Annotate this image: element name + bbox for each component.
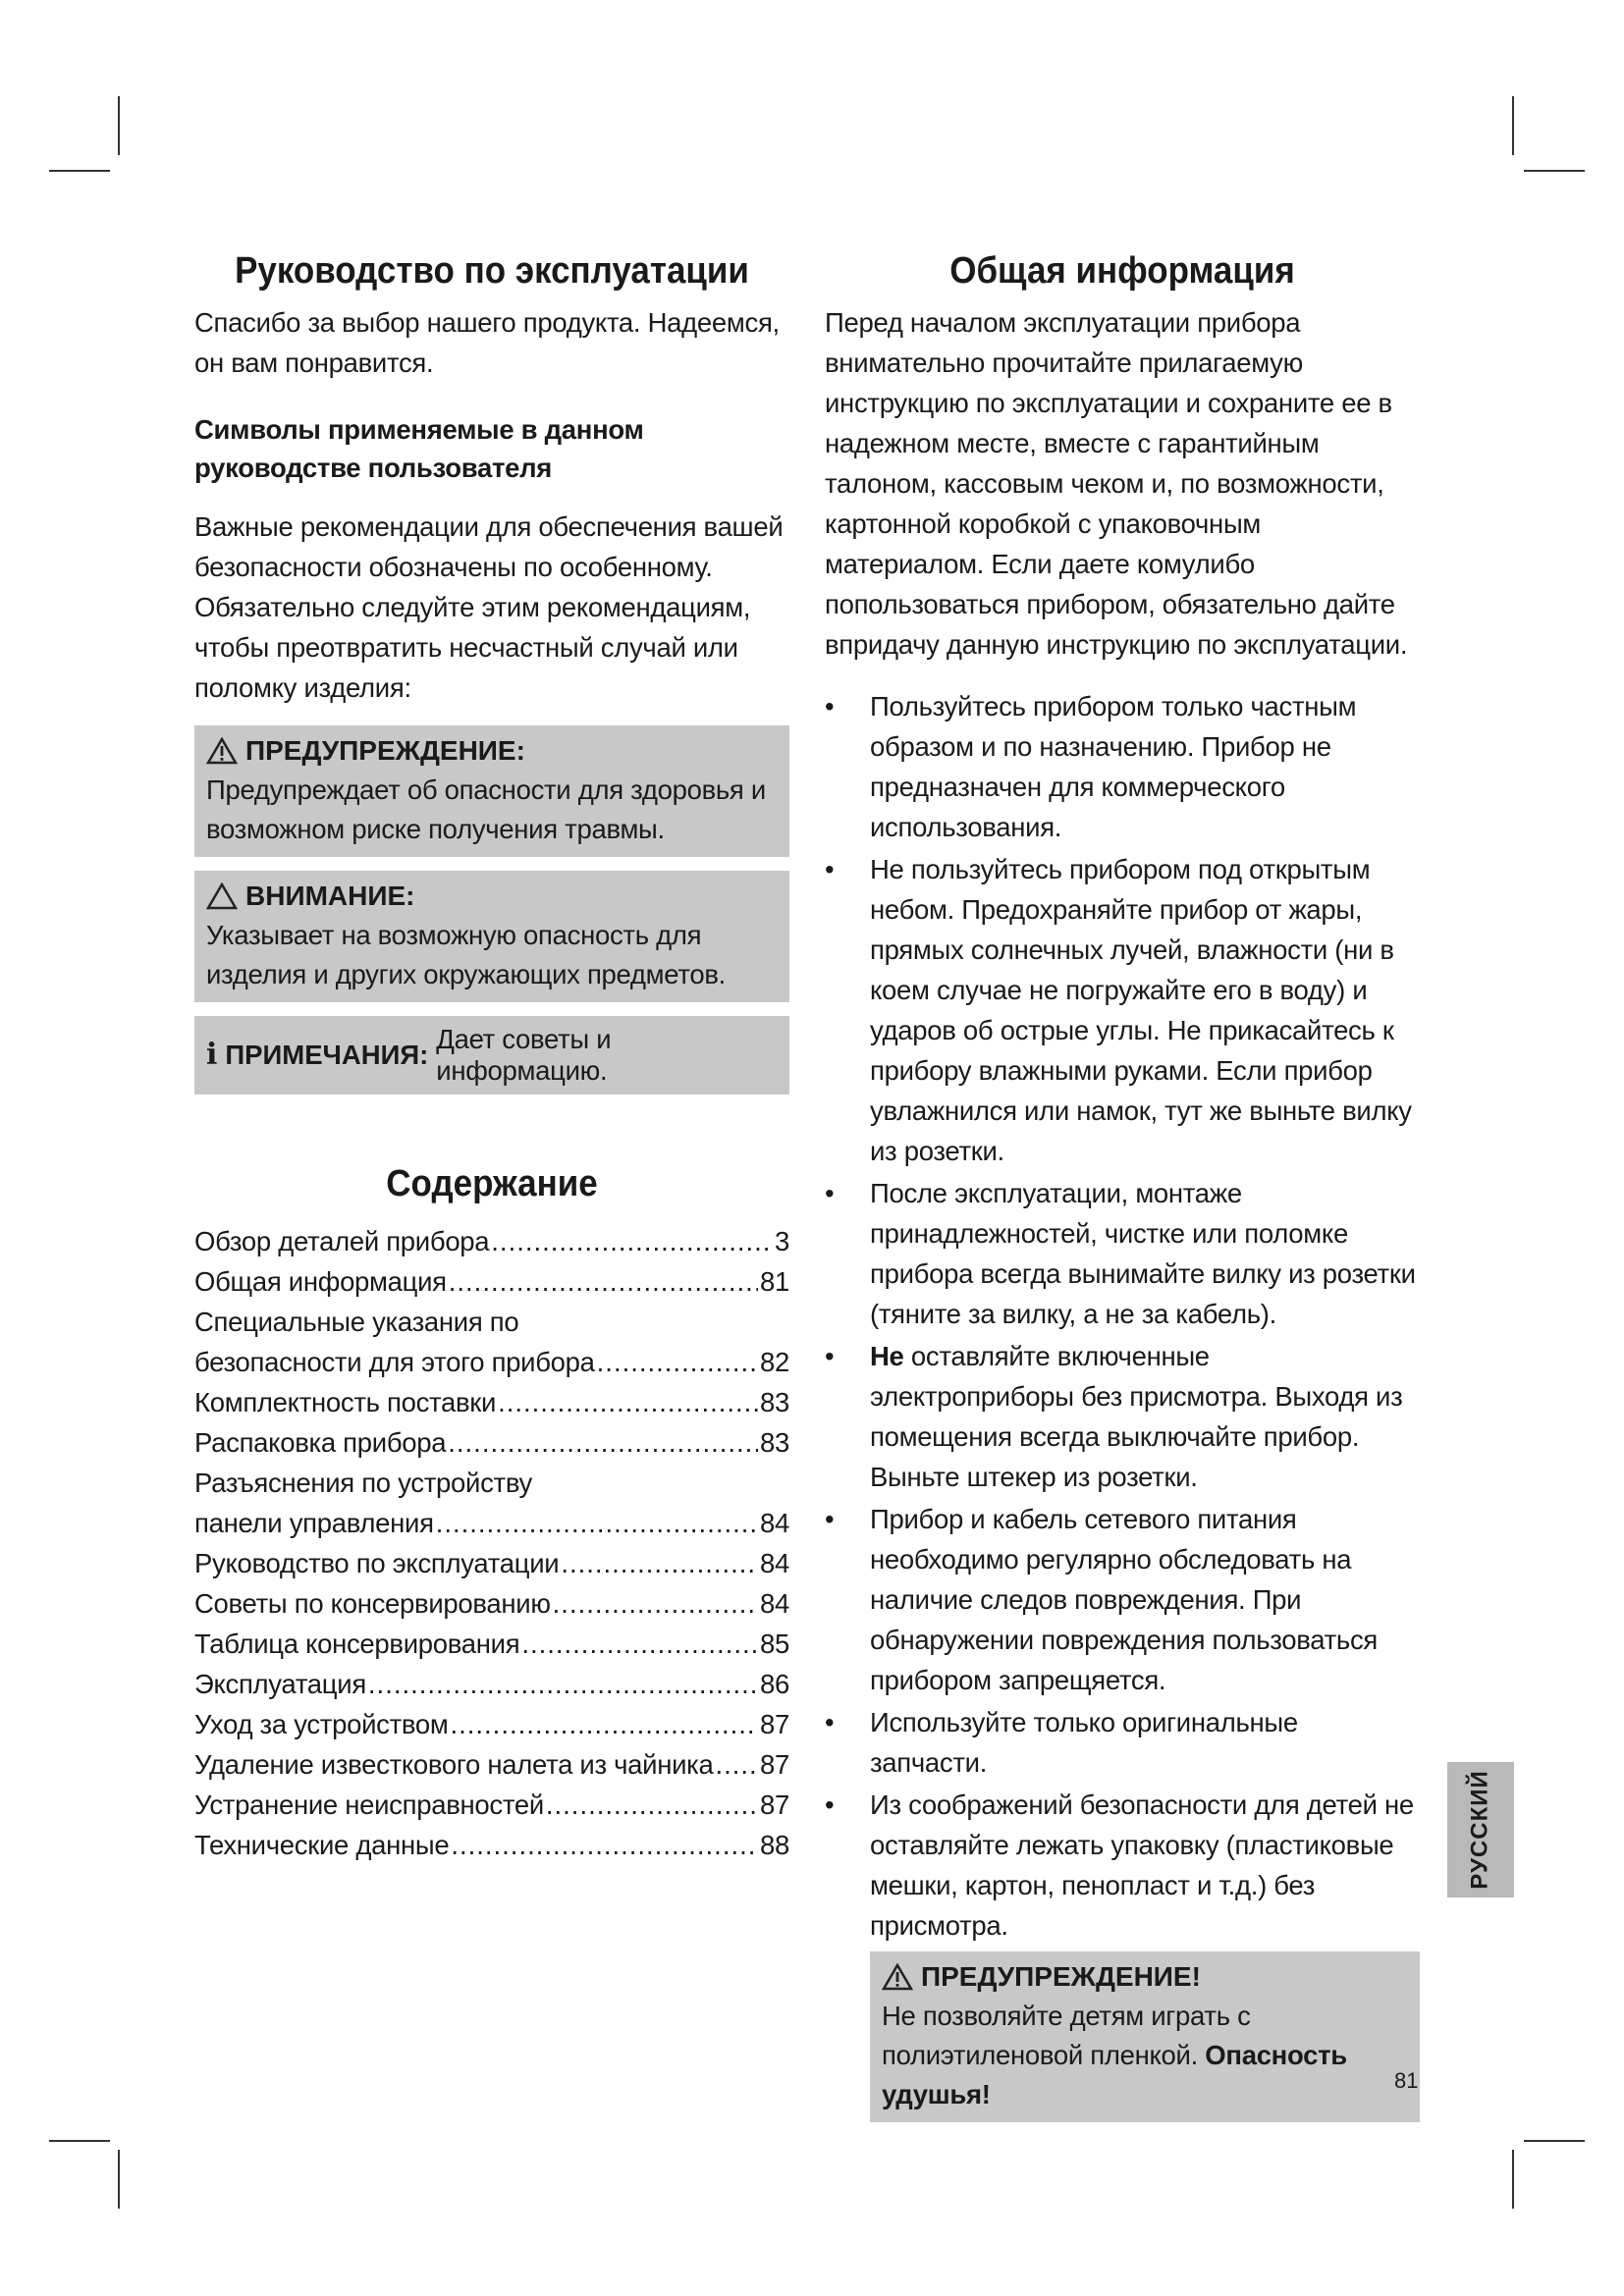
- bullet-icon: •: [825, 1789, 835, 1820]
- safety-bullet-item: [825, 1173, 1420, 1334]
- toc-entry-label: Общая информация: [194, 1266, 447, 1297]
- toc-entry: [194, 1664, 789, 1704]
- bullet-text: Пользуйтесь прибором только частным образом и по назначению. Прибор не предназначен для коммерческого использования.: [870, 691, 1357, 842]
- general-info-title: Общая информация: [949, 250, 1295, 292]
- crop-mark: [1524, 2140, 1585, 2142]
- safety-bullet-item: [825, 686, 1420, 847]
- bullet-icon: •: [825, 1341, 835, 1371]
- toc-entry-label: Распаковка прибора: [194, 1427, 447, 1458]
- toc-leader-dots: [436, 1503, 758, 1543]
- toc-entry-page: 84: [760, 1508, 789, 1538]
- toc-entry-page: 87: [760, 1709, 789, 1739]
- toc-entry-line: Специальные указания по: [194, 1307, 519, 1337]
- right-column: [825, 250, 1420, 2122]
- intro-paragraph: Спасибо за выбор нашего продукта. Надеемся, он вам понравится.: [194, 307, 780, 378]
- bullet-emphasis: Не: [870, 1341, 904, 1371]
- toc-entry: [194, 1543, 789, 1583]
- bullet-icon: •: [825, 691, 835, 721]
- note-text: Дает советы и информацию.: [436, 1024, 612, 1086]
- toc-entry: [194, 1342, 789, 1382]
- toc-entry-page: 87: [760, 1789, 789, 1820]
- left-column: [194, 250, 789, 1865]
- child-warning-label: ПРЕДУПРЕЖДЕНИЕ!: [921, 1961, 1201, 1992]
- toc-entry: [194, 1825, 789, 1865]
- bullet-icon: •: [825, 854, 835, 884]
- info-icon: i: [206, 1038, 218, 1072]
- toc-entry: [194, 1744, 789, 1785]
- toc-entry: [194, 1382, 789, 1422]
- toc-title: Содержание: [386, 1163, 598, 1204]
- toc-entry-page: 84: [760, 1588, 789, 1619]
- toc-entry-page: 81: [760, 1266, 789, 1297]
- toc-leader-dots: [498, 1382, 758, 1422]
- crop-mark: [49, 2140, 110, 2142]
- toc-leader-dots: [491, 1221, 773, 1261]
- caution-triangle-icon: [206, 882, 238, 910]
- toc-entry-label: Таблица консервирования: [194, 1629, 520, 1659]
- toc-leader-dots: [561, 1543, 758, 1583]
- toc-entry-label: Устранение неисправностей: [194, 1789, 544, 1820]
- page-number: 81: [1394, 2068, 1419, 2093]
- toc-leader-dots: [368, 1664, 758, 1704]
- child-warning-emphasis: Опасность удушья!: [882, 2040, 1347, 2109]
- toc-leader-dots: [451, 1825, 758, 1865]
- toc-leader-dots: [716, 1744, 759, 1785]
- toc-entry-label: безопасности для этого прибора: [194, 1347, 595, 1377]
- child-warning-box: [870, 1951, 1420, 2122]
- toc-entry-page: 87: [760, 1749, 789, 1780]
- toc-leader-dots: [449, 1261, 758, 1302]
- table-of-contents: [194, 1221, 789, 1865]
- toc-entry: [194, 1785, 789, 1825]
- language-tab: [1447, 1762, 1514, 1897]
- symbols-heading: Символы применяемые в данном руководстве пользователя: [194, 414, 644, 483]
- warning-triangle-icon: [882, 1963, 913, 1991]
- bullet-text: оставляйте включенные электроприборы без присмотра. Выходя из помещения всегда выключайте прибор. Выньте штекер из розетки.: [870, 1341, 1403, 1492]
- toc-entry-label: Технические данные: [194, 1830, 450, 1860]
- caution-box: [194, 871, 789, 1002]
- toc-leader-dots: [597, 1342, 758, 1382]
- toc-entry-page: 86: [760, 1669, 789, 1699]
- crop-mark: [118, 96, 120, 155]
- toc-entry-line: Разъяснения по устройству: [194, 1468, 532, 1498]
- toc-entry-label: Эксплуатация: [194, 1669, 366, 1699]
- warning-label: ПРЕДУПРЕЖДЕНИЕ:: [245, 735, 525, 766]
- toc-entry-page: 88: [760, 1830, 789, 1860]
- general-info-paragraph: Перед началом эксплуатации прибора внимательно прочитайте прилагаемую инструкцию по эксплуатации и сохраните ее в надежном месте, вместе с гарантийным талоном, кассовым чеком и, по возможности, картонной коробкой с упаковочным материалом. Если даете комулибо попользоваться прибором, обязательно дайте впридачу данную инструкцию по эксплуатации.: [825, 307, 1408, 660]
- warning-box: [194, 725, 789, 857]
- toc-entry: [194, 1583, 789, 1624]
- bullet-icon: •: [825, 1178, 835, 1208]
- toc-entry: [194, 1261, 789, 1302]
- toc-entry-page: 84: [760, 1548, 789, 1578]
- toc-entry-label: Обзор деталей прибора: [194, 1226, 490, 1256]
- bullet-text: Прибор и кабель сетевого питания необходимо регулярно обследовать на наличие следов повреждения. При обнаружении повреждения пользоваться прибором запрещяется.: [870, 1504, 1379, 1695]
- toc-entry: [194, 1624, 789, 1664]
- toc-entry-page: 83: [760, 1387, 789, 1417]
- caution-label: ВНИМАНИЕ:: [245, 881, 415, 911]
- toc-entry-label: Уход за устройством: [194, 1709, 449, 1739]
- bullet-text: Из соображений безопасности для детей не оставляйте лежать упаковку (пластиковые мешки, картон, пенопласт и т.д.) без присмотра.: [870, 1789, 1414, 1941]
- toc-leader-dots: [450, 1704, 758, 1744]
- toc-entry-label: панели управления: [194, 1508, 434, 1538]
- note-label: ПРИМЕЧАНИЯ:: [225, 1040, 429, 1070]
- warning-text: Предупреждает об опасности для здоровья и возможном риске получения травмы.: [206, 774, 766, 844]
- toc-entry-page: 3: [775, 1226, 789, 1256]
- toc-entry: [194, 1503, 789, 1543]
- toc-entry: [194, 1422, 789, 1463]
- caution-text: Указывает на возможную опасность для изделия и других окружающих предметов.: [206, 920, 726, 989]
- bullet-text: Используйте только оригинальные запчасти.: [870, 1707, 1298, 1778]
- toc-leader-dots: [521, 1624, 758, 1664]
- bullet-text: После эксплуатации, монтаже принадлежностей, чистке или поломке прибора всегда вынимайте вилку из розетки (тяните за вилку, а не за кабель).: [870, 1178, 1416, 1329]
- child-warning-text: [882, 1997, 1408, 2114]
- note-box: [194, 1016, 789, 1095]
- toc-leader-dots: [448, 1422, 758, 1463]
- caution-box-title: [206, 877, 778, 916]
- crop-mark: [118, 2150, 120, 2209]
- toc-entry-label: Удаление известкового налета из чайника: [194, 1749, 714, 1780]
- child-warning-title: [882, 1957, 1408, 1997]
- safety-bullet-list: [825, 686, 1420, 1946]
- toc-entry: [194, 1221, 789, 1261]
- crop-mark: [49, 170, 110, 172]
- safety-bullet-item: [825, 1785, 1420, 1946]
- manual-title: Руководство по эксплуатации: [235, 250, 749, 292]
- toc-entry: [194, 1704, 789, 1744]
- bullet-icon: •: [825, 1707, 835, 1737]
- toc-entry-page: 85: [760, 1629, 789, 1659]
- toc-leader-dots: [553, 1583, 758, 1624]
- toc-entry-page: 83: [760, 1427, 789, 1458]
- warning-triangle-icon: [206, 737, 238, 765]
- crop-mark: [1512, 96, 1514, 155]
- symbols-paragraph: Важные рекомендации для обеспечения вашей безопасности обозначены по особенному. Обязательно следуйте этим рекомендациям, чтобы преотвратить несчастный случай или поломку изделия:: [194, 511, 784, 703]
- toc-entry-page: 82: [760, 1347, 789, 1377]
- crop-mark: [1524, 170, 1585, 172]
- toc-entry-label: Руководство по эксплуатации: [194, 1548, 560, 1578]
- toc-entry-label: Комплектность поставки: [194, 1387, 497, 1417]
- toc-entry-label: Советы по консервированию: [194, 1588, 551, 1619]
- safety-bullet-item: [825, 1499, 1420, 1700]
- safety-bullet-item: [825, 1336, 1420, 1497]
- crop-mark: [1512, 2150, 1514, 2209]
- warning-box-title: [206, 731, 778, 771]
- bullet-icon: •: [825, 1504, 835, 1534]
- language-tab-label: РУССКИЙ: [1467, 1770, 1493, 1890]
- safety-bullet-item: [825, 1702, 1420, 1783]
- toc-leader-dots: [546, 1785, 758, 1825]
- bullet-text: Не пользуйтесь прибором под открытым небом. Предохраняйте прибор от жары, прямых солнечных лучей, влажности (ни в коем случае не погружайте его в воду) и ударов об острые углы. Не прикасайтесь к прибору влажными руками. Если прибор увлажнился или намок, тут же выньте вилку из розетки.: [870, 854, 1412, 1166]
- safety-bullet-item: [825, 849, 1420, 1171]
- child-warning-body: Не позволяйте детям играть с полиэтиленовой пленкой.: [882, 2001, 1251, 2070]
